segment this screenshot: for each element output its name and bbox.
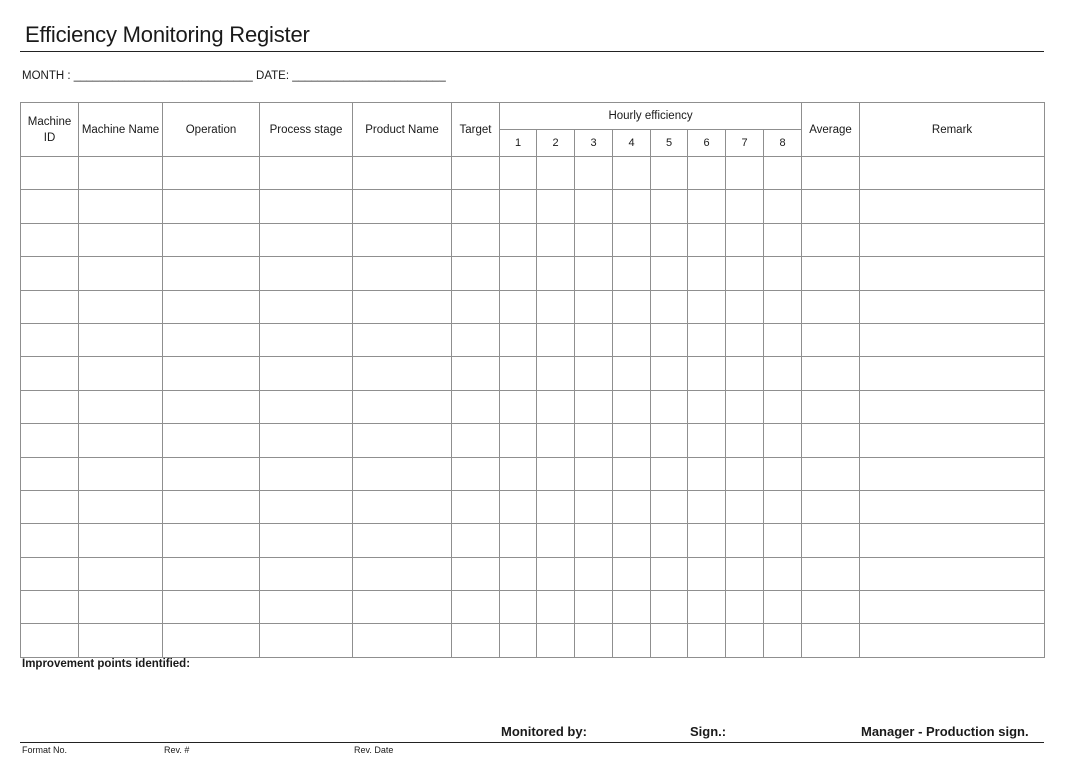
table-row (21, 457, 1045, 490)
table-cell (79, 357, 163, 390)
header-hourly-efficiency: Hourly efficiency (500, 103, 802, 130)
header-remark: Remark (860, 103, 1045, 157)
table-cell (21, 624, 79, 657)
table-cell (452, 323, 500, 356)
table-cell (452, 357, 500, 390)
table-cell (353, 624, 452, 657)
table-cell (860, 257, 1045, 290)
table-cell (353, 591, 452, 624)
table-cell (21, 357, 79, 390)
table-cell (764, 190, 802, 223)
table-cell (500, 424, 537, 457)
table-cell (802, 424, 860, 457)
table-cell (764, 357, 802, 390)
table-cell (764, 323, 802, 356)
table-cell (726, 323, 764, 356)
table-cell (726, 157, 764, 190)
table-cell (353, 557, 452, 590)
format-no-label: Format No. (22, 745, 68, 755)
rev-no-label: Rev. # (164, 745, 190, 755)
table-cell (21, 490, 79, 523)
table-cell (802, 490, 860, 523)
table-cell (21, 190, 79, 223)
table-cell (860, 591, 1045, 624)
table-cell (688, 557, 726, 590)
table-cell (802, 524, 860, 557)
table-row (21, 490, 1045, 523)
table-cell (163, 624, 260, 657)
table-cell (537, 424, 575, 457)
header-average: Average (802, 103, 860, 157)
table-cell (21, 424, 79, 457)
table-cell (651, 390, 688, 423)
table-cell (860, 557, 1045, 590)
table-cell (575, 557, 613, 590)
table-cell (21, 157, 79, 190)
table-cell (79, 490, 163, 523)
table-row (21, 190, 1045, 223)
table-cell (500, 624, 537, 657)
table-cell (802, 157, 860, 190)
table-row (21, 557, 1045, 590)
table-cell (651, 257, 688, 290)
table-cell (260, 390, 353, 423)
table-cell (452, 490, 500, 523)
table-cell (163, 424, 260, 457)
table-cell (452, 591, 500, 624)
table-cell (21, 524, 79, 557)
table-cell (353, 524, 452, 557)
table-cell (688, 591, 726, 624)
table-cell (353, 490, 452, 523)
table-cell (575, 190, 613, 223)
table-cell (688, 624, 726, 657)
table-cell (452, 557, 500, 590)
table-cell (613, 490, 651, 523)
table-cell (726, 223, 764, 256)
table-cell (651, 290, 688, 323)
table-cell (537, 457, 575, 490)
table-cell (500, 290, 537, 323)
table-cell (260, 357, 353, 390)
table-cell (500, 490, 537, 523)
table-cell (651, 457, 688, 490)
table-cell (163, 223, 260, 256)
table-cell (79, 557, 163, 590)
table-cell (21, 323, 79, 356)
table-cell (764, 591, 802, 624)
table-cell (500, 157, 537, 190)
table-cell (726, 390, 764, 423)
sign-label: Sign.: (690, 724, 727, 739)
table-cell (613, 157, 651, 190)
table-cell (575, 524, 613, 557)
table-cell (688, 457, 726, 490)
table-row (21, 157, 1045, 190)
table-cell (613, 323, 651, 356)
table-cell (163, 490, 260, 523)
table-cell (613, 390, 651, 423)
table-cell (860, 524, 1045, 557)
table-cell (500, 257, 537, 290)
table-cell (353, 257, 452, 290)
table-cell (726, 424, 764, 457)
table-cell (802, 257, 860, 290)
table-cell (726, 457, 764, 490)
table-cell (537, 223, 575, 256)
table-cell (260, 591, 353, 624)
table-cell (688, 157, 726, 190)
table-cell (802, 390, 860, 423)
table-cell (688, 323, 726, 356)
table-cell (651, 357, 688, 390)
table-cell (79, 591, 163, 624)
header-hour-7: 7 (726, 130, 764, 157)
header-hour-6: 6 (688, 130, 726, 157)
table-cell (79, 390, 163, 423)
month-date-line: MONTH : ____________________________ DATE: ________________________ (22, 70, 446, 82)
table-cell (537, 624, 575, 657)
table-cell (79, 157, 163, 190)
table-cell (651, 323, 688, 356)
table-cell (651, 157, 688, 190)
table-cell (860, 290, 1045, 323)
table-cell (613, 223, 651, 256)
header-hour-1: 1 (500, 130, 537, 157)
table-cell (651, 524, 688, 557)
table-cell (537, 524, 575, 557)
table-cell (353, 323, 452, 356)
table-cell (764, 557, 802, 590)
table-cell (688, 424, 726, 457)
table-cell (21, 591, 79, 624)
table-cell (79, 457, 163, 490)
table-cell (726, 190, 764, 223)
table-cell (260, 557, 353, 590)
table-cell (726, 591, 764, 624)
table-cell (353, 157, 452, 190)
table-cell (764, 524, 802, 557)
table-cell (163, 190, 260, 223)
table-cell (726, 624, 764, 657)
table-cell (575, 157, 613, 190)
table-cell (163, 157, 260, 190)
table-cell (726, 557, 764, 590)
table-cell (21, 257, 79, 290)
page-title: Efficiency Monitoring Register (25, 22, 310, 47)
table-cell (500, 190, 537, 223)
table-cell (260, 524, 353, 557)
table-cell (613, 557, 651, 590)
table-cell (353, 357, 452, 390)
table-row (21, 357, 1045, 390)
table-cell (353, 390, 452, 423)
table-cell (537, 490, 575, 523)
table-cell (500, 557, 537, 590)
table-cell (260, 624, 353, 657)
table-cell (688, 390, 726, 423)
header-hour-2: 2 (537, 130, 575, 157)
table-cell (764, 223, 802, 256)
table-cell (79, 624, 163, 657)
table-cell (802, 323, 860, 356)
manager-sign-label: Manager - Production sign. (861, 724, 1029, 739)
table-cell (651, 424, 688, 457)
table-cell (575, 624, 613, 657)
register-body (21, 157, 1045, 658)
table-cell (575, 357, 613, 390)
title-divider (20, 51, 1044, 52)
table-cell (163, 524, 260, 557)
table-cell (688, 223, 726, 256)
table-cell (537, 591, 575, 624)
table-cell (860, 457, 1045, 490)
table-cell (860, 624, 1045, 657)
table-row (21, 624, 1045, 657)
table-cell (764, 157, 802, 190)
table-cell (764, 390, 802, 423)
table-cell (726, 290, 764, 323)
table-cell (802, 624, 860, 657)
table-row (21, 257, 1045, 290)
table-cell (79, 257, 163, 290)
rev-date-label: Rev. Date (354, 745, 394, 755)
table-row (21, 424, 1045, 457)
table-cell (575, 390, 613, 423)
table-cell (613, 290, 651, 323)
table-cell (500, 390, 537, 423)
header-operation: Operation (163, 103, 260, 157)
table-cell (163, 591, 260, 624)
table-cell (500, 524, 537, 557)
header-hour-8: 8 (764, 130, 802, 157)
table-cell (764, 490, 802, 523)
table-cell (575, 223, 613, 256)
table-cell (79, 290, 163, 323)
table-cell (575, 257, 613, 290)
table-cell (537, 557, 575, 590)
table-cell (353, 190, 452, 223)
table-cell (802, 357, 860, 390)
table-cell (79, 524, 163, 557)
table-cell (613, 357, 651, 390)
table-cell (452, 424, 500, 457)
header-hour-5: 5 (651, 130, 688, 157)
header-machine-id: Machine ID (21, 103, 79, 157)
table-cell (500, 591, 537, 624)
table-cell (726, 490, 764, 523)
table-cell (802, 457, 860, 490)
table-cell (452, 524, 500, 557)
table-cell (353, 424, 452, 457)
table-row (21, 591, 1045, 624)
table-cell (651, 591, 688, 624)
table-cell (575, 290, 613, 323)
table-cell (260, 157, 353, 190)
table-cell (537, 257, 575, 290)
table-cell (688, 490, 726, 523)
table-cell (613, 424, 651, 457)
table-cell (860, 190, 1045, 223)
table-cell (860, 424, 1045, 457)
table-cell (163, 390, 260, 423)
table-cell (860, 157, 1045, 190)
table-cell (79, 190, 163, 223)
table-cell (688, 357, 726, 390)
table-cell (537, 390, 575, 423)
table-cell (500, 457, 537, 490)
table-cell (353, 290, 452, 323)
table-cell (260, 424, 353, 457)
table-cell (764, 424, 802, 457)
table-cell (802, 290, 860, 323)
table-cell (651, 624, 688, 657)
table-cell (575, 591, 613, 624)
table-cell (688, 190, 726, 223)
table-cell (726, 257, 764, 290)
table-cell (79, 323, 163, 356)
table-cell (452, 290, 500, 323)
table-cell (260, 223, 353, 256)
table-cell (688, 290, 726, 323)
table-cell (613, 457, 651, 490)
header-hour-4: 4 (613, 130, 651, 157)
table-cell (260, 290, 353, 323)
table-cell (764, 624, 802, 657)
table-cell (764, 457, 802, 490)
table-cell (651, 557, 688, 590)
table-cell (651, 190, 688, 223)
table-cell (575, 323, 613, 356)
table-cell (613, 624, 651, 657)
table-cell (651, 490, 688, 523)
footer-divider (20, 742, 1044, 743)
table-cell (613, 190, 651, 223)
table-cell (726, 524, 764, 557)
table-cell (260, 190, 353, 223)
table-cell (802, 591, 860, 624)
table-cell (353, 457, 452, 490)
table-cell (860, 357, 1045, 390)
header-product-name: Product Name (353, 103, 452, 157)
table-cell (500, 323, 537, 356)
table-cell (651, 223, 688, 256)
table-cell (452, 257, 500, 290)
table-cell (500, 357, 537, 390)
table-cell (860, 323, 1045, 356)
table-cell (21, 390, 79, 423)
table-cell (537, 190, 575, 223)
table-cell (79, 223, 163, 256)
table-cell (260, 490, 353, 523)
table-cell (163, 557, 260, 590)
table-cell (860, 490, 1045, 523)
table-cell (575, 457, 613, 490)
table-cell (537, 357, 575, 390)
table-cell (726, 357, 764, 390)
table-cell (688, 257, 726, 290)
table-cell (21, 290, 79, 323)
table-cell (688, 524, 726, 557)
table-cell (575, 490, 613, 523)
table-cell (802, 223, 860, 256)
table-cell (802, 557, 860, 590)
table-cell (21, 557, 79, 590)
table-cell (764, 290, 802, 323)
table-cell (860, 223, 1045, 256)
table-cell (21, 223, 79, 256)
table-cell (802, 190, 860, 223)
table-cell (613, 591, 651, 624)
table-cell (163, 290, 260, 323)
header-hour-3: 3 (575, 130, 613, 157)
table-cell (613, 524, 651, 557)
improvement-points-label: Improvement points identified: (22, 658, 191, 670)
table-cell (353, 223, 452, 256)
table-cell (163, 323, 260, 356)
efficiency-register-table (20, 102, 1045, 658)
table-cell (21, 457, 79, 490)
table-cell (163, 457, 260, 490)
table-row (21, 223, 1045, 256)
table-cell (452, 157, 500, 190)
table-cell (860, 390, 1045, 423)
header-process-stage: Process stage (260, 103, 353, 157)
table-row (21, 390, 1045, 423)
table-cell (260, 257, 353, 290)
table-cell (764, 257, 802, 290)
table-cell (575, 424, 613, 457)
table-cell (537, 290, 575, 323)
table-cell (452, 223, 500, 256)
monitored-by-label: Monitored by: (501, 724, 587, 739)
table-cell (537, 323, 575, 356)
table-cell (260, 457, 353, 490)
table-cell (163, 357, 260, 390)
header-machine-name: Machine Name (79, 103, 163, 157)
table-row (21, 323, 1045, 356)
table-cell (613, 257, 651, 290)
header-target: Target (452, 103, 500, 157)
table-cell (163, 257, 260, 290)
table-row (21, 290, 1045, 323)
table-cell (452, 190, 500, 223)
table-cell (500, 223, 537, 256)
table-row (21, 524, 1045, 557)
table-cell (452, 624, 500, 657)
table-cell (260, 323, 353, 356)
table-cell (537, 157, 575, 190)
table-cell (452, 457, 500, 490)
table-cell (452, 390, 500, 423)
table-cell (79, 424, 163, 457)
